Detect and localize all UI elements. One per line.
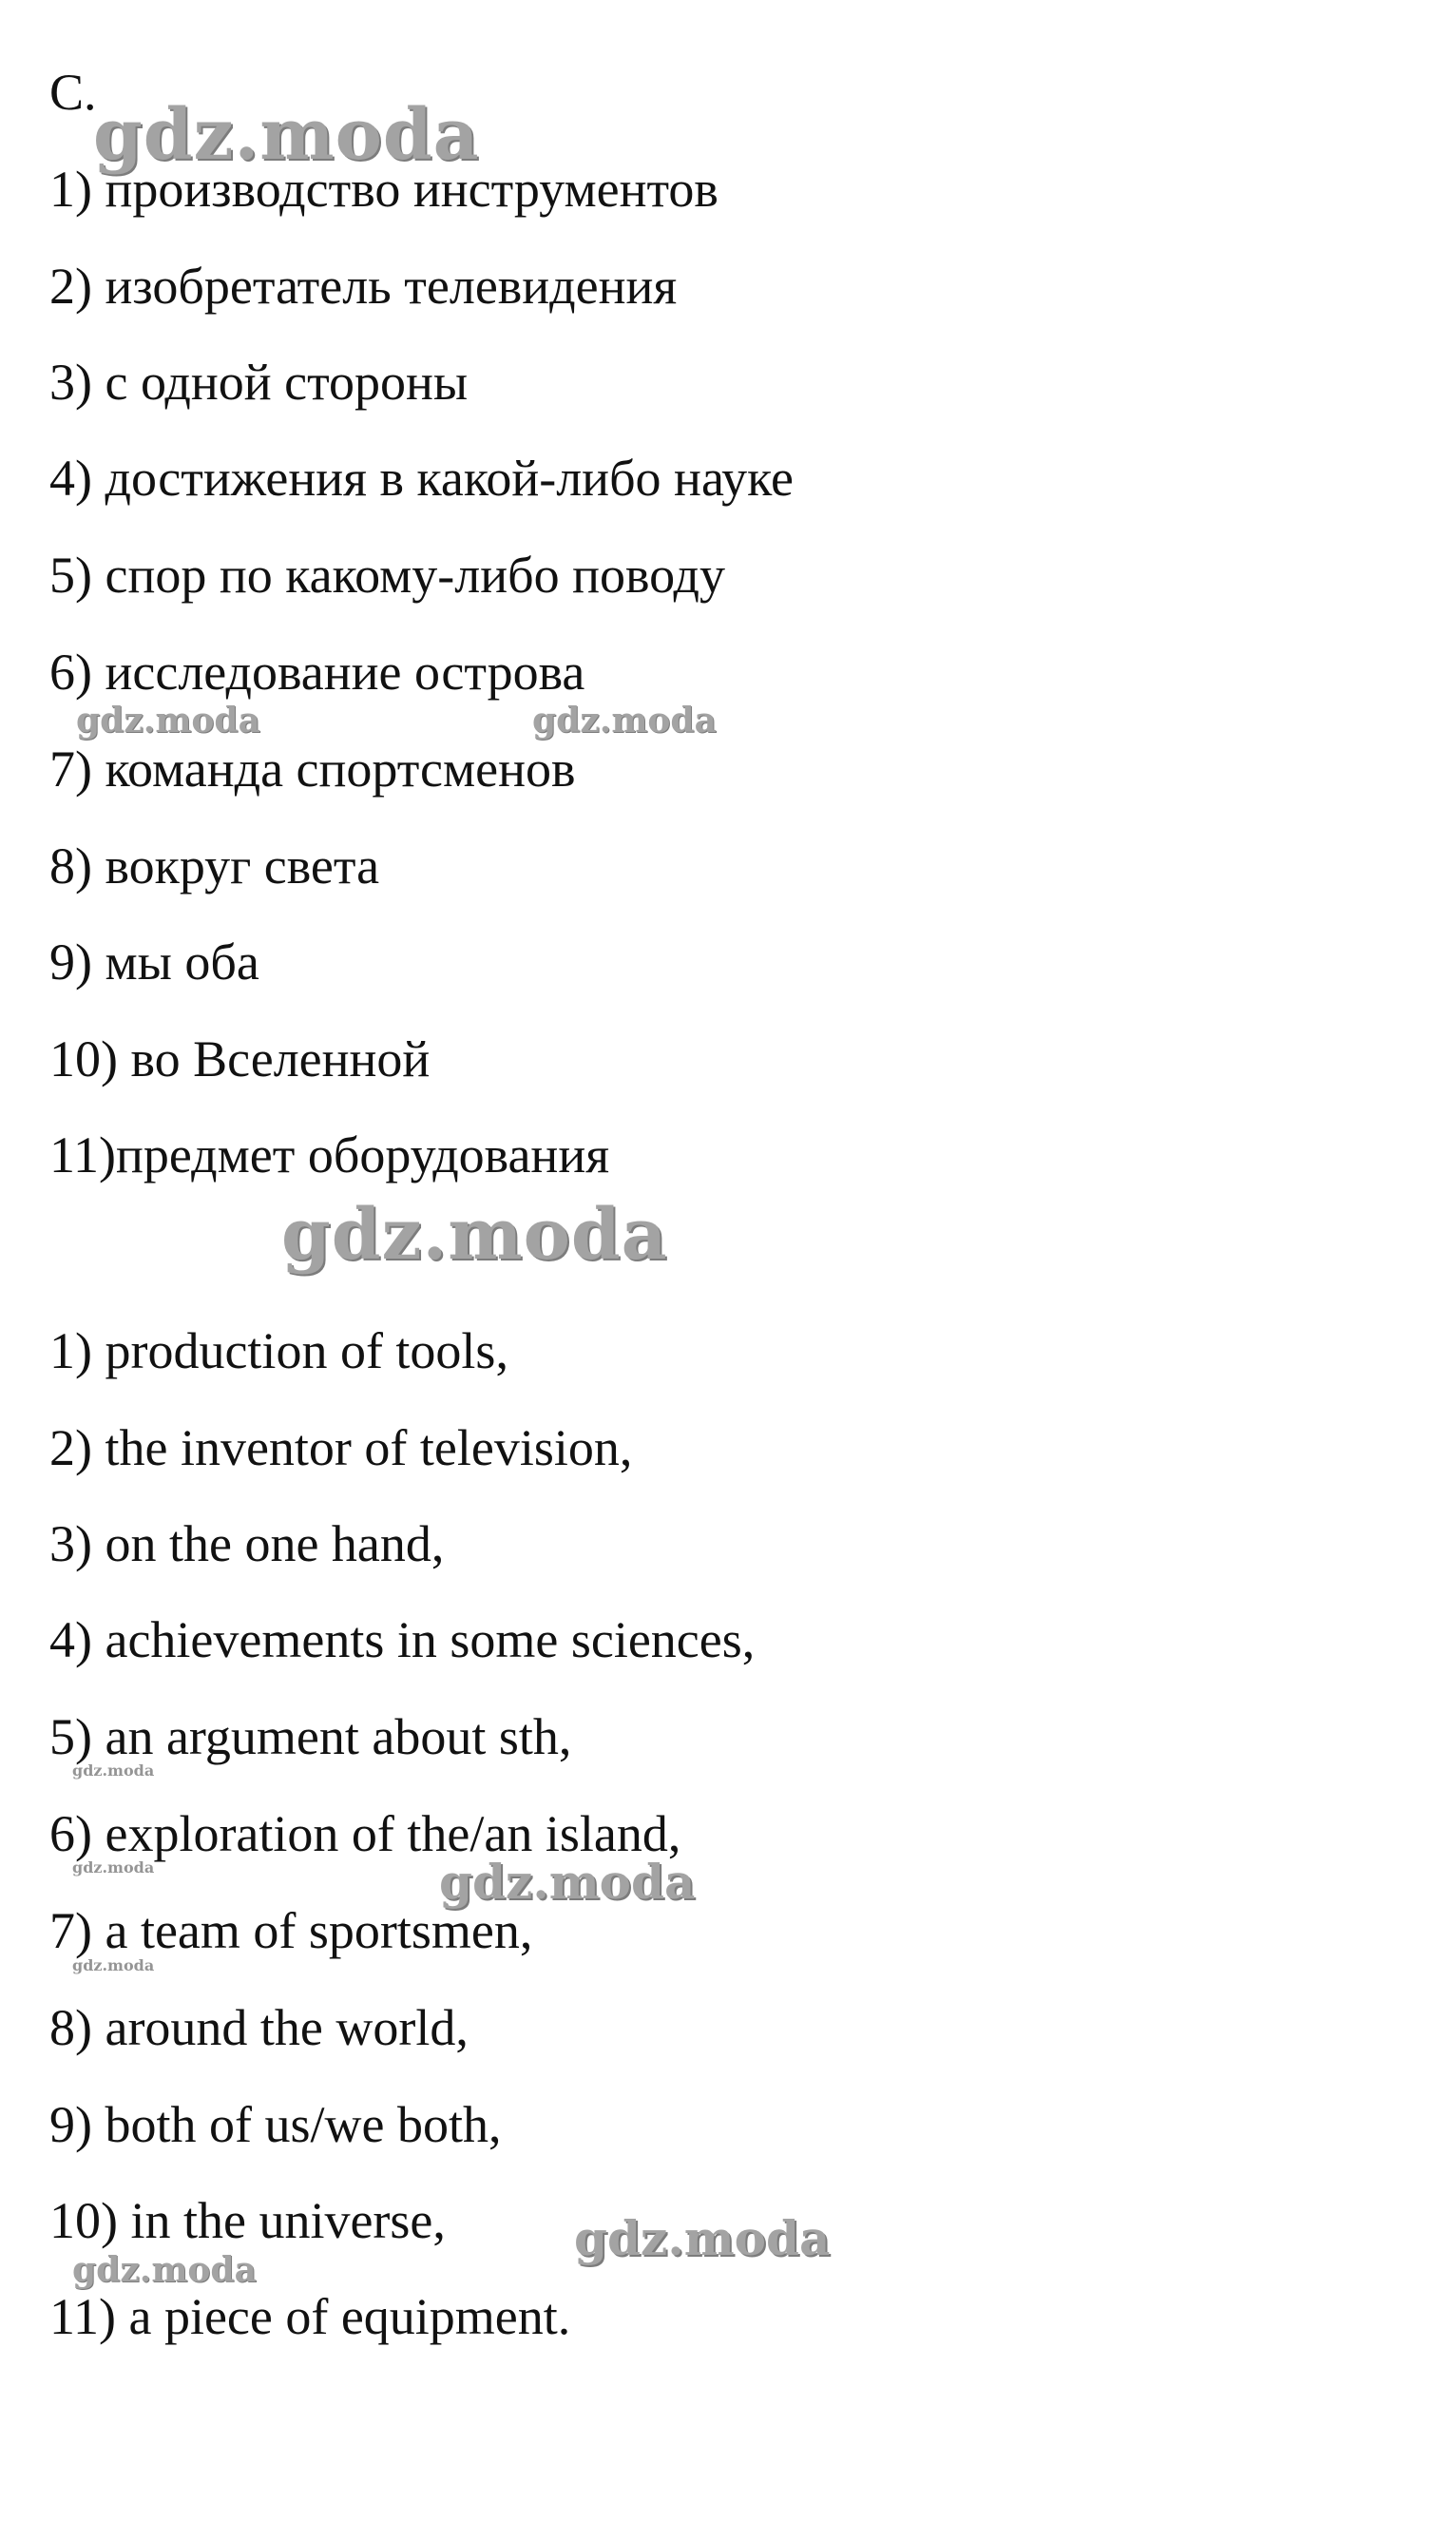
- english-item-5: 5) an argument about sth,: [49, 1708, 572, 1765]
- russian-item-8: 8) вокруг света: [49, 837, 380, 895]
- english-item-2: 2) the inventor of television,: [49, 1419, 633, 1476]
- watermark-logo: gdz.moda: [72, 1956, 155, 1974]
- watermark-logo: gdz.moda: [93, 94, 480, 176]
- russian-item-7: 7) команда спортсменов: [49, 741, 576, 798]
- watermark-logo: gdz.moda: [281, 1194, 668, 1276]
- english-item-3: 3) on the one hand,: [49, 1515, 445, 1572]
- english-item-10: 10) in the universe,: [49, 2192, 446, 2249]
- russian-item-6: 6) исследование острова: [49, 644, 585, 701]
- russian-item-10: 10) во Вселенной: [49, 1030, 431, 1087]
- english-item-8: 8) around the world,: [49, 1999, 469, 2056]
- english-item-11: 11) a piece of equipment.: [49, 2288, 571, 2345]
- english-item-7: 7) a team of sportsmen,: [49, 1902, 533, 1959]
- watermark-logo: gdz.moda: [72, 1761, 155, 1780]
- russian-item-11: 11)предмет оборудования: [49, 1126, 610, 1184]
- russian-item-9: 9) мы оба: [49, 933, 259, 991]
- english-item-4: 4) achievements in some sciences,: [49, 1611, 756, 1668]
- watermark-logo: gdz.moda: [72, 1858, 155, 1876]
- watermark-logo: gdz.moda: [532, 701, 717, 741]
- watermark-logo: gdz.moda: [439, 1854, 696, 1910]
- russian-item-3: 3) с одной стороны: [49, 354, 469, 411]
- russian-item-1: 1) производство инструментов: [49, 161, 718, 218]
- english-item-9: 9) both of us/we both,: [49, 2096, 502, 2153]
- english-item-6: 6) exploration of the/an island,: [49, 1805, 681, 1862]
- section-label: C.: [49, 64, 97, 121]
- russian-item-4: 4) достижения в какой-либо науке: [49, 450, 795, 507]
- watermark-logo: gdz.moda: [72, 2250, 257, 2290]
- russian-item-5: 5) спор по какому-либо поводу: [49, 547, 726, 604]
- watermark-logo: gdz.moda: [574, 2210, 831, 2266]
- watermark-logo: gdz.moda: [76, 701, 260, 741]
- english-item-1: 1) production of tools,: [49, 1322, 508, 1379]
- russian-item-2: 2) изобретатель телевидения: [49, 258, 678, 315]
